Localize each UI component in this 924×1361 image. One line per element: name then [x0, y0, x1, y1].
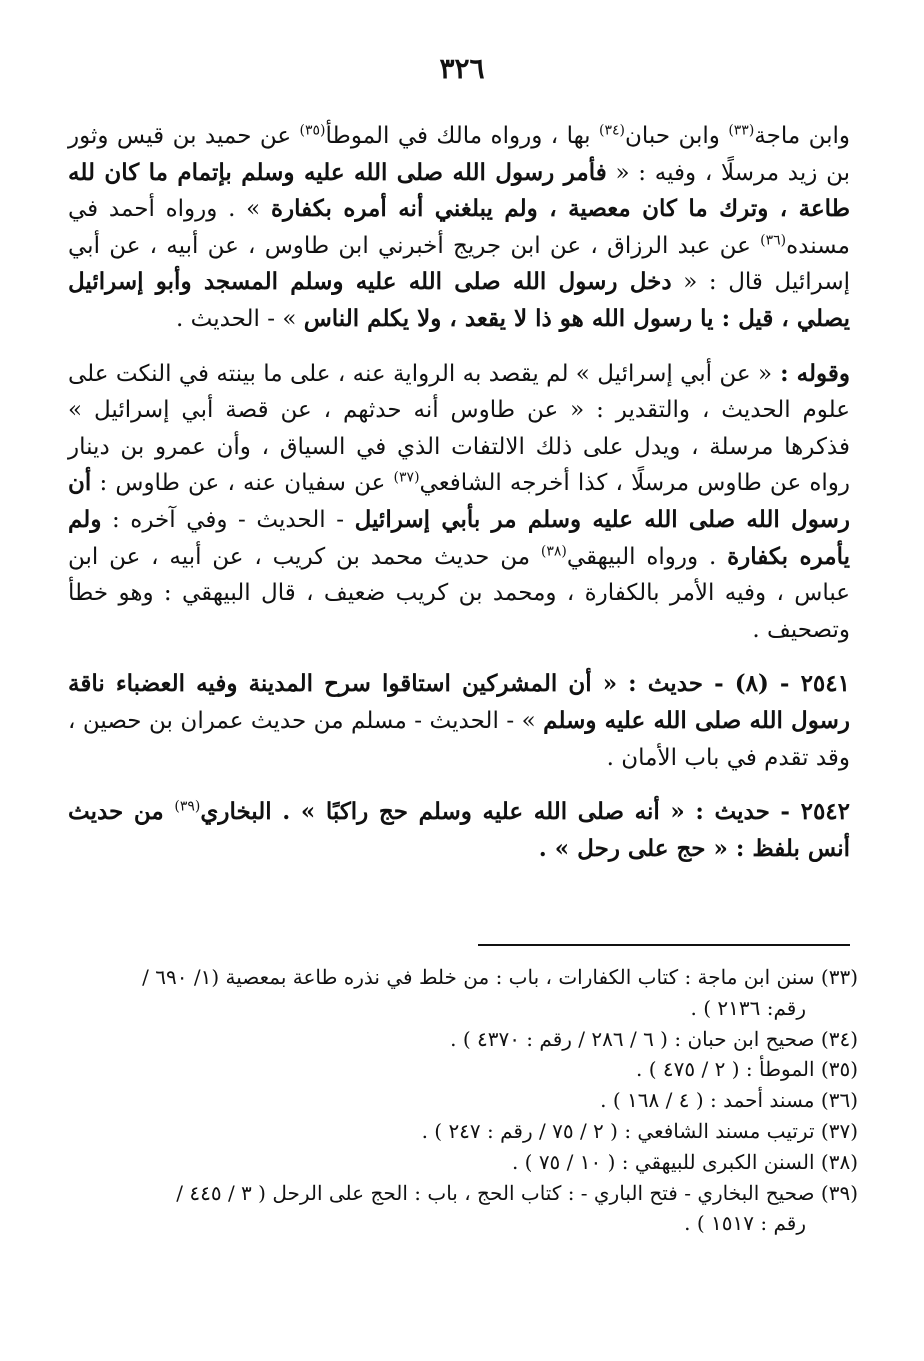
hadith-2542	[68, 794, 850, 867]
text-run: . ورواه البيهقي	[566, 543, 728, 570]
footnote-marker: (٣٧)	[393, 469, 420, 486]
bold-text: ولم يأمره بكفارة	[68, 505, 850, 570]
text-run: » - الحديث .	[176, 305, 304, 332]
footnote-marker: (٣٣)	[728, 122, 755, 139]
text-run: - الحديث - وفي آخره :	[101, 506, 355, 533]
footnote-marker: (٣٩)	[174, 798, 201, 815]
footnote-divider	[478, 944, 850, 946]
bold-text: وقوله :	[772, 359, 850, 387]
footnotes	[72, 962, 858, 1239]
bold-text: أن رسول الله صلى الله عليه وسلم مر بأبي إسرائيل	[68, 469, 850, 533]
text-run: وابن حبان	[625, 123, 729, 149]
bold-text: من حديث أنس بلفظ : « حج على رحل » .	[68, 798, 850, 862]
text-run: من حديث محمد بن كريب ، عن أبيه ، عن ابن عباس ، وفيه الأمر بالكفارة ، ومحمد بن كريب ضعيف ، قال البيهقي : وهو خطأ وتصحيف .	[68, 543, 850, 643]
footnote-37: (٣٧) ترتيب مسند الشافعي : ( ٢ / ٧٥ / رقم : ٢٤٧ ) .	[421, 1118, 858, 1143]
footnote-39: (٣٩) صحيح البخاري - فتح الباري - : كتاب الحج ، باب : الحج على الرحل ( ٣ / ٤٤٥ / رقم : ١٥١٧ ) .	[176, 1180, 858, 1236]
text-run: عن عبد الرزاق ، عن ابن جريج أخبرني ابن طاوس ، عن أبيه ، عن أبي إسرائيل قال : «	[68, 232, 851, 296]
footnote-35: (٣٥) الموطأ : ( ٢ / ٤٧٥ ) .	[636, 1057, 858, 1082]
paragraph-1	[68, 118, 850, 338]
bold-text: فأمر رسول الله صلى الله عليه وسلم بإتمام ما كان لله طاعة ، وترك ما كان معصية ، ولم يبلغني أنه أمره بكفارة	[68, 158, 850, 223]
footnote-34: (٣٤) صحيح ابن حبان : ( ٦ / ٢٨٦ / رقم : ٤٣٧٠ ) .	[450, 1026, 858, 1051]
text-run: » - الحديث - مسلم من حديث عمران بن حصين ، وقد تقدم في باب الأمان .	[68, 707, 850, 771]
main-text	[68, 118, 850, 867]
bold-text: دخل رسول الله صلى الله عليه وسلم المسجد وأبو إسرائيل يصلي ، قيل : يا رسول الله هو ذا لا يقعد ، ولا يكلم الناس	[68, 268, 850, 332]
footnote-marker: (٣٥)	[299, 122, 326, 139]
text-run: وابن ماجة	[754, 123, 850, 149]
bold-text: أن المشركين استاقوا سرح المدينة وفيه العضباء ناقة رسول الله صلى الله عليه وسلم	[68, 670, 851, 734]
footnote-marker: (٣٨)	[540, 542, 567, 559]
text-run: عن حميد بن قيس وثور بن زيد مرسلًا ، وفيه : «	[68, 123, 850, 186]
footnote-38: (٣٨) السنن الكبرى للبيهقي : ( ١٠ / ٧٥ ) .	[511, 1149, 858, 1174]
bold-text: ٢٥٤٢ - حديث : « أنه صلى الله عليه وسلم حج راكبًا » . البخاري	[200, 798, 851, 826]
text-run: « عن أبي إسرائيل » لم يقصد به الرواية عنه ، على ما بينته في النكت على علوم الحديث ، والتقدير : « عن طاوس أنه حدثهم ، عن قصة أبي إسرائيل » فذكرها مرسلة ، ويدل على ذلك الالتفات الذي في السياق ، وأن عمرو بن دينار رواه عن طاوس مرسلًا ، كذا أخرجه الشافعي	[68, 360, 850, 497]
footnote-33: (٣٣) سنن ابن ماجة : كتاب الكفارات ، باب : من خلط في نذره طاعة بمعصية (١/ ٦٩٠ / رقم: ٢١٣٦ ) .	[142, 965, 858, 1020]
footnote-36: (٣٦) مسند أحمد : ( ٤ / ١٦٨ ) .	[600, 1088, 858, 1113]
paragraph-2	[68, 356, 850, 649]
page-number: ٣٢٦	[439, 52, 485, 85]
text-run: عن سفيان عنه ، عن طاوس :	[91, 470, 394, 497]
bold-text: ٢٥٤١ - (٨) - حديث : «	[591, 670, 850, 698]
footnote-marker: (٣٤)	[599, 122, 625, 139]
text-run: بها ، ورواه مالك في الموطأ	[325, 123, 600, 149]
text-run: » . ورواه أحمد في مسنده	[68, 196, 850, 259]
hadith-2541	[68, 666, 850, 776]
footnote-marker: (٣٦)	[760, 232, 787, 249]
